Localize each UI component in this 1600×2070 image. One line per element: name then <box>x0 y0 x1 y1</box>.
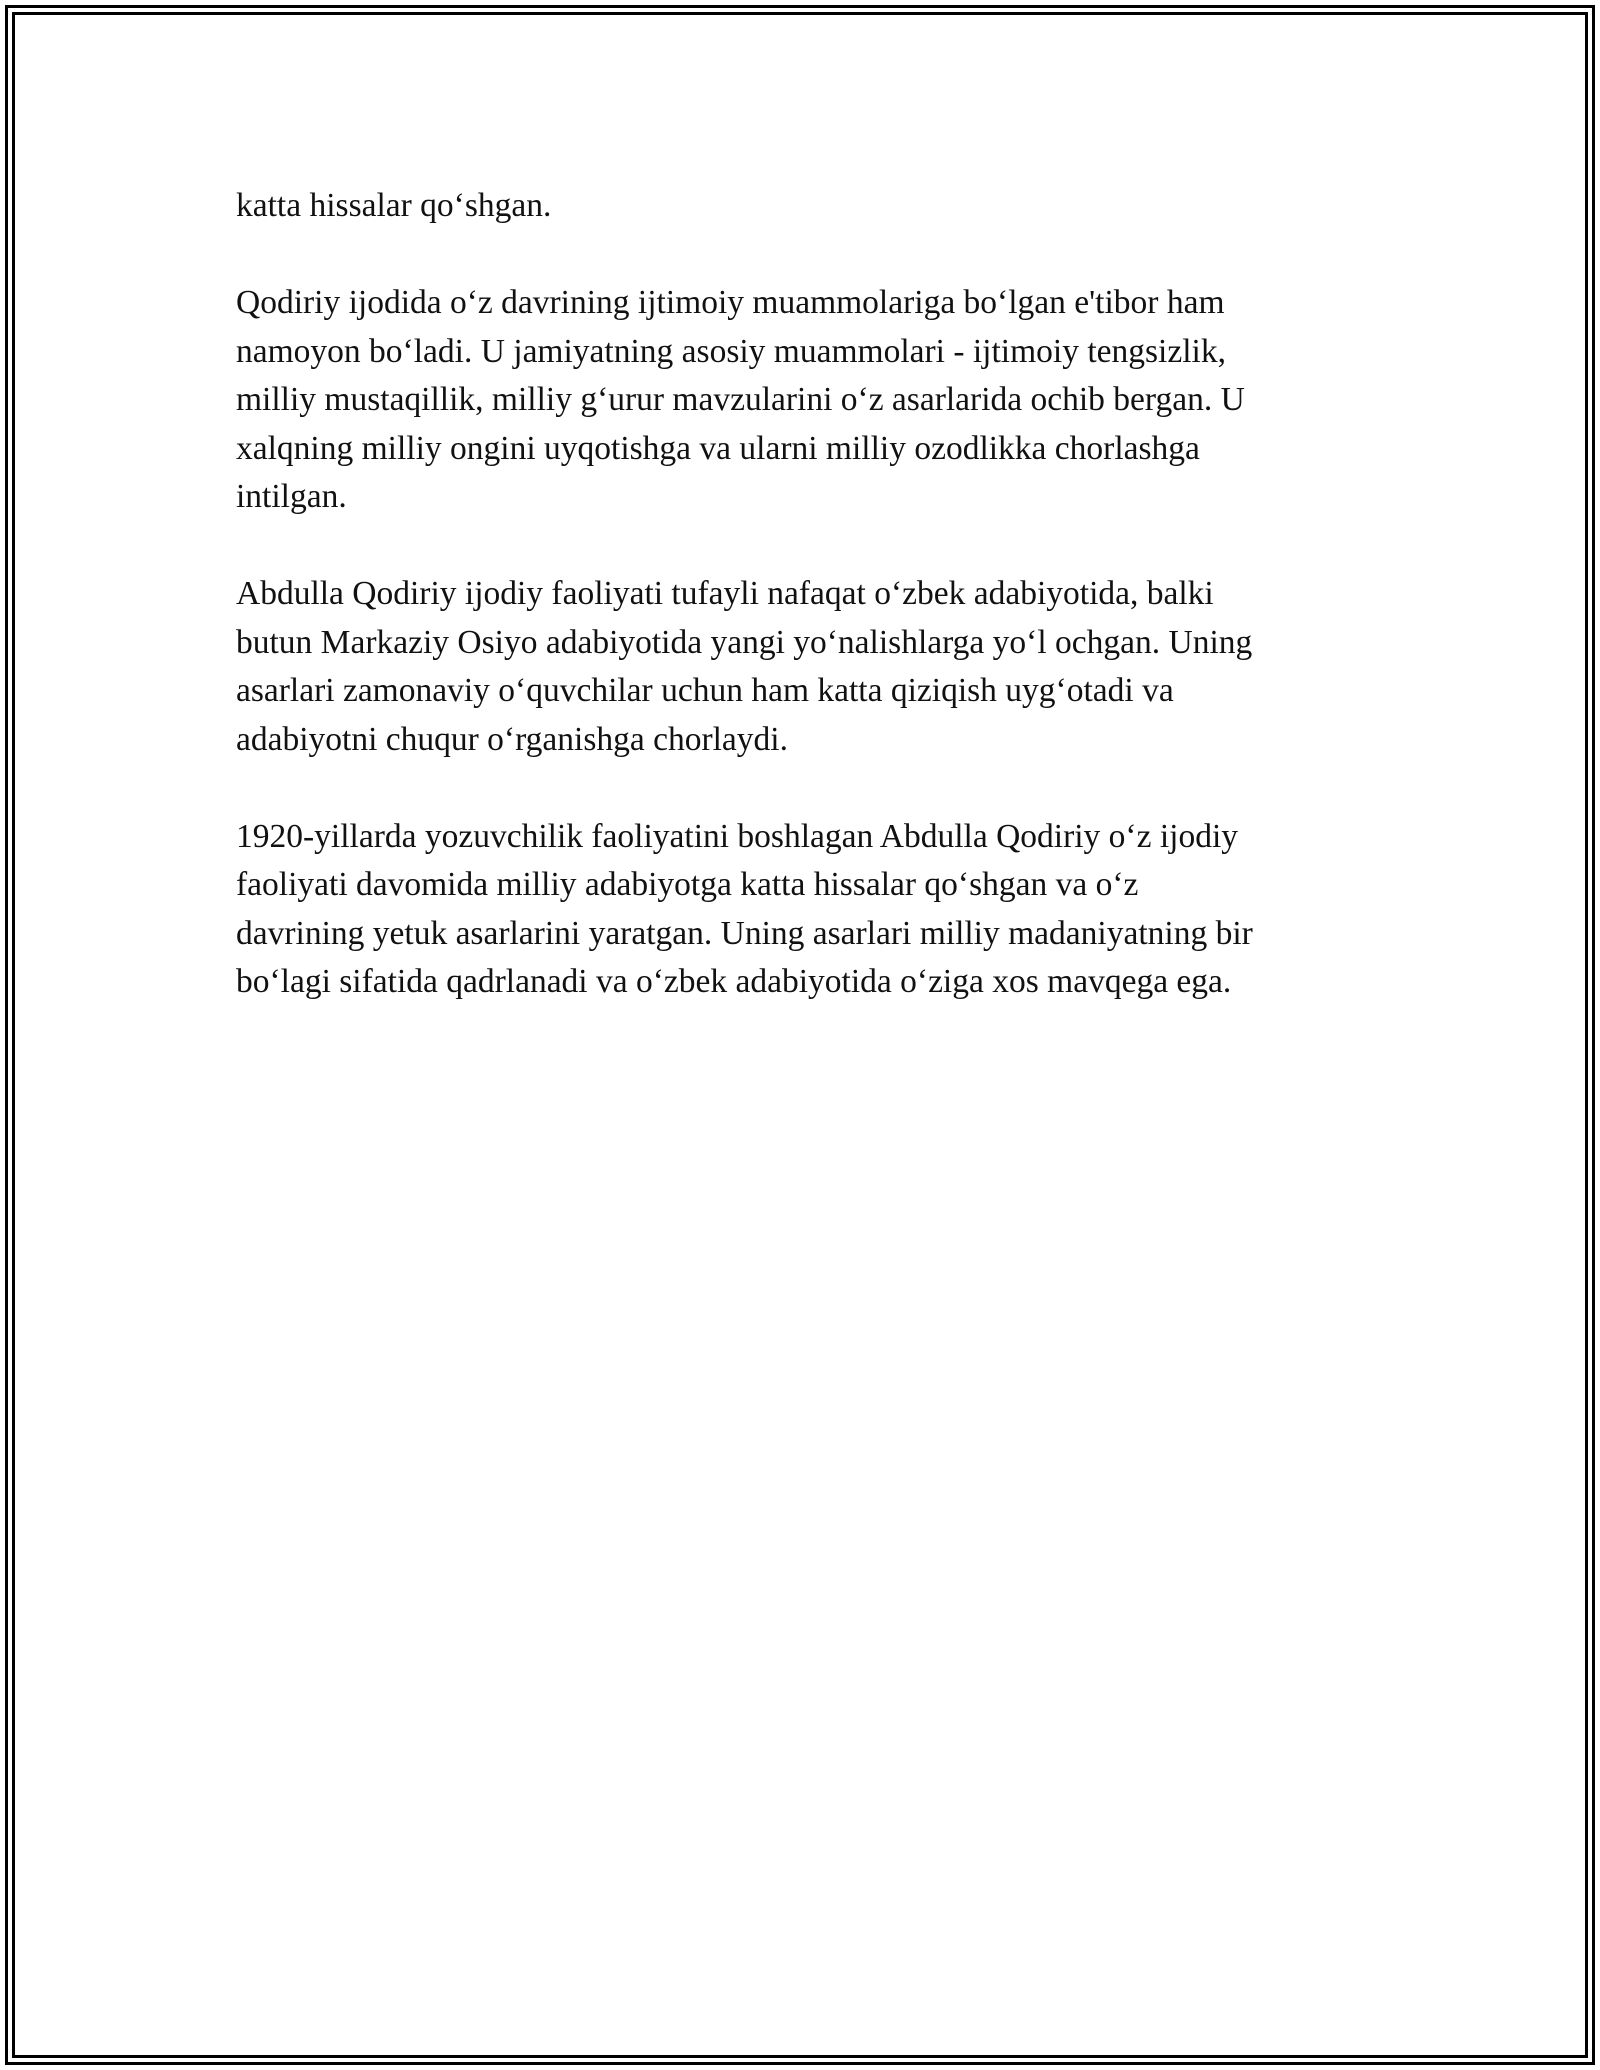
paragraph-1: katta hissalar qo‘shgan. <box>236 187 552 224</box>
paragraph-2: Qodiriy ijodida o‘z davrining ijtimoiy muammolariga bo‘lgan e'tibor ham namoyon bo‘ladi. U jamiyatning asosiy muammolari - ijtimoiy tengsizlik, milliy mustaqillik, milliy g‘urur mavzularini o‘z asarlarida ochib bergan. U xalqning milliy ongini uyqotishga va ularni milliy ozodlikka chorlashga intilgan. <box>236 284 1245 515</box>
paragraph-3: Abdulla Qodiriy ijodiy faoliyati tufayli nafaqat o‘zbek adabiyotida, balki butun Markaziy Osiyo adabiyotida yangi yo‘nalishlarga yo‘l ochgan. Uning asarlari zamonaviy o‘quvchilar uchun ham katta qiziqish uyg‘otadi va adabiyotni chuqur o‘rganishga chorlaydi. <box>236 575 1253 758</box>
document-body <box>236 182 1376 1055</box>
paragraph-4: 1920-yillarda yozuvchilik faoliyatini boshlagan Abdulla Qodiriy o‘z ijodiy faoliyati davomida milliy adabiyotga katta hissalar qo‘shgan va o‘z davrining yetuk asarlarini yaratgan. Uning asarlari milliy madaniyatning bir bo‘lagi sifatida qadrlanadi va o‘zbek adabiyotida o‘ziga xos mavqega ega. <box>236 817 1253 1000</box>
